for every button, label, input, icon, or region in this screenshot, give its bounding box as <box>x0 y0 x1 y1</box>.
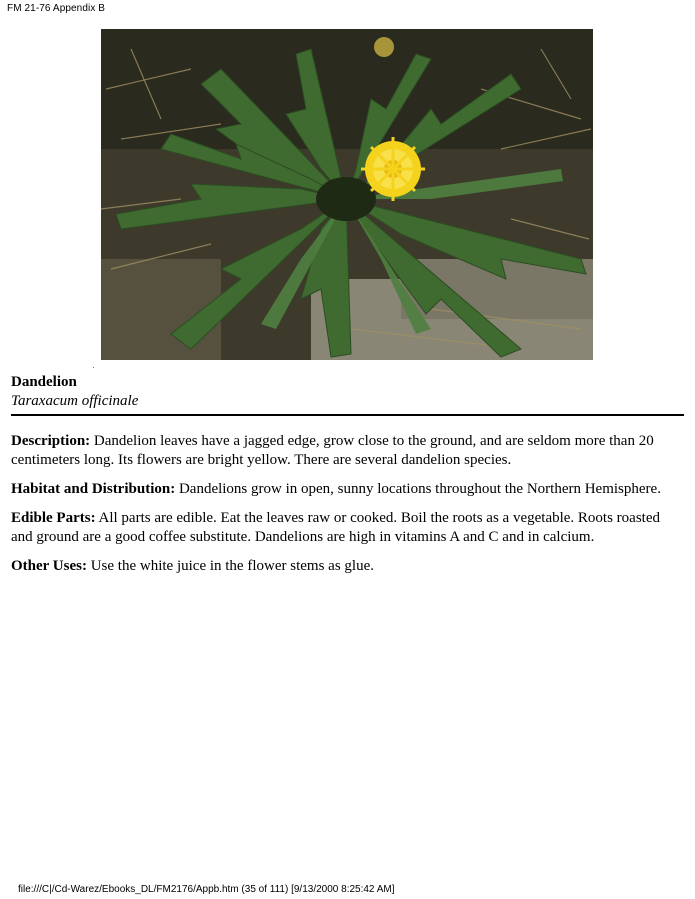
edible-parts-label: Edible Parts: <box>11 510 96 526</box>
edible-parts-text: All parts are edible. Eat the leaves raw or cooked. Boil the roots as a vegetable. Roots roasted and ground are a good coffee substitute. Dandelions are high in vitamins A and C and in calcium. <box>11 510 660 545</box>
page-footer: file:///C|/Cd-Warez/Ebooks_DL/FM2176/Appb.htm (35 of 111) [9/13/2000 8:25:42 AM] <box>18 884 395 895</box>
other-uses-label: Other Uses: <box>11 558 87 574</box>
other-uses-text: Use the white juice in the flower stems as glue. <box>86 558 374 574</box>
edible-parts-paragraph <box>11 509 685 547</box>
plant-common-name: Dandelion <box>11 374 77 390</box>
page-header: FM 21-76 Appendix B <box>7 3 106 14</box>
habitat-paragraph <box>11 480 685 499</box>
section-divider <box>11 414 684 416</box>
description-paragraph <box>11 432 685 470</box>
other-uses-paragraph <box>11 557 685 576</box>
stray-mark <box>93 367 94 368</box>
plant-description-body <box>11 432 685 586</box>
habitat-text: Dandelions grow in open, sunny locations throughout the Northern Hemisphere. <box>175 481 661 497</box>
description-text: Dandelion leaves have a jagged edge, grow close to the ground, and are seldom more than 20 centimeters long. Its flowers are bright yellow. There are several dandelion species. <box>11 433 654 468</box>
plant-scientific-name: Taraxacum officinale <box>11 393 139 409</box>
description-label: Description: <box>11 433 91 449</box>
habitat-label: Habitat and Distribution: <box>11 481 176 497</box>
dandelion-photo <box>101 29 593 360</box>
